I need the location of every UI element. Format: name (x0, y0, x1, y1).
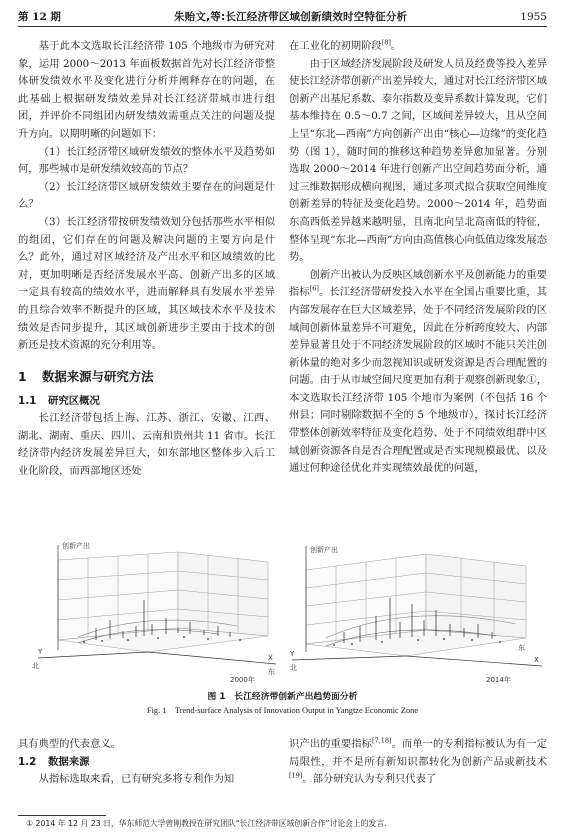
running-head (18, 8, 547, 27)
section-heading (18, 367, 275, 387)
citation-ref: [7,18] (371, 736, 392, 745)
patent-indicator-paragraph (289, 736, 547, 789)
subsection-number: 1.2 (18, 755, 37, 768)
y-axis-label: Y (290, 650, 295, 658)
subsection-number: 1.1 (18, 394, 37, 407)
trend-surface-svg-2014 (286, 540, 548, 690)
trend-surface-plot-2000 (18, 540, 280, 690)
subsection-title: 研究区概况 (48, 394, 100, 407)
research-question-1: （1）长江经济带区域研发绩效的整体水平及趋势如何，那些城市是研发绩效较高的节点？ (18, 145, 275, 176)
z-axis-label: 创新产出 (62, 542, 90, 550)
x-axis-label: X (534, 656, 539, 664)
issue-number: 第 12 期 (18, 11, 61, 23)
east-label: 东 (268, 668, 275, 676)
left-column-bottom (18, 736, 275, 789)
trend-surface-svg-2000 (18, 540, 280, 690)
section-number: 1 (18, 368, 27, 384)
plot-year-label: 2014年 (486, 676, 511, 684)
patent-text-c: 。部分研究认为专利只代表了 (302, 773, 437, 786)
right-column (289, 38, 547, 478)
figure-1 (18, 540, 547, 720)
subsection-heading (18, 754, 275, 772)
north-label: 北 (32, 662, 39, 670)
variation-paragraph: 由于区域经济发展阶段及研发人员及经费等投入差异使长江经济带创新产出差异较大，通过对长江经济带区域创新产出基尼系数、泰尔指数及变异系数计算发现，它们基本维持在 0.5～0.7 之间，区域间差异较大，且从空间上呈“东北—西南”方向创新产出由“核心—边缘”的变化趋势（图 1），随时间的推移这种趋势差异愈加显著。分别选取 2000～2014 年进行创新产出空间趋势面分析，通过三维数据形成横向视图，通过多项式拟合获取空间维度创新差异的特征及变化趋势。2000～2014 年，趋势面东高西低差异越来越明显，且南北向呈北高南低的特征，整体呈现“东北—西南”方向由高值核心向低值边缘发展态势。 (289, 57, 547, 264)
study-area-paragraph: 长江经济带包括上海、江苏、浙江、安徽、江西、湖北、湖南、重庆、四川、云南和贵州共 11 省市。长江经济带内经济发展差异巨大，如东部地区整体步入后工业化阶段，而西部地区还处 (18, 412, 275, 478)
section-title: 数据来源与研究方法 (42, 368, 154, 384)
plot-year-label: 2000年 (230, 676, 255, 684)
article-running-title: 朱贻文,等:长江经济带区域创新绩效时空特征分析 (173, 11, 408, 23)
footnote-mark: ① (26, 819, 33, 828)
right-column-bottom (289, 736, 547, 789)
trend-surface-plot-2014 (286, 540, 548, 690)
north-label: 北 (290, 664, 297, 672)
footnote (26, 818, 547, 830)
figure-caption-cn: 图 1 长江经济带创新产出趋势面分析 (207, 692, 358, 702)
continuation-text-left: 具有典型的代表意义。 (18, 738, 121, 750)
figure-caption (18, 691, 547, 717)
subsection-title: 数据来源 (48, 755, 90, 768)
intro-paragraph: 基于此本文选取长江经济带 105 个地级市为研究对象，运用 2000～2013 年面板数据首先对长江经济带整体研发绩效水平及变化进行分析并阐释存在的问题，在此基础上根据研发绩效差异对长江经济带城市进行组团，并评价不同组团内研发绩效需重点关注的问题及提升方向。以期明晰的问题如下： (18, 40, 275, 140)
innovation-output-text-a: 创新产出被认为反映区域创新水平及创新能力的重要指标 (289, 268, 547, 299)
citation-ref: [6] (309, 284, 319, 293)
innovation-output-text-b: 。长江经济带研发投入水平在全国占重要比重，其内部发展存在巨大区域差异，处于不同经济发展阶段的区域间创新体量差异不可避免，因此在分析跨度较大、内部差异显著且处于不同经济发展阶段的区域时不能只关注创新体量的绝对多少而忽视知识或研发资源是否合理配置的问题。由于从市域空间尺度更加有利于观察创新现象①，本文选取长江经济带 105 个地市为案例（不包括 16 个州县；同时剔除数据不全的 5 个地级市），探讨长江经济带整体创新效率特征及变化趋势、处于不同绩效组群中区域创新资源各自是否合理配置或是否实现规模最优、以及通过何种途径优化并实现绩效最优的问题， (289, 286, 548, 475)
citation-ref: [19] (289, 771, 303, 780)
patent-text-b: 。而单一的专利指标被认为有一定局限性，并不是所有新知识都转化为创新产品或新技术 (289, 738, 548, 768)
subsection-heading (18, 393, 275, 411)
x-axis-label: X (268, 654, 273, 662)
page-number: 1955 (520, 11, 547, 23)
z-axis-label: 创新产出 (310, 546, 338, 554)
citation-ref: [8] (381, 38, 391, 47)
left-column (18, 38, 275, 481)
footnote-text: 2014 年 12 月 23 日，华东师范大学曾刚教授在研究团队“长江经济带区域创新合作”讨论会上的发言. (35, 819, 387, 828)
figure-caption-en: Fig. 1 Trend-surface Analysis of Innovation Output in Yangtze Economic Zone (146, 706, 419, 715)
patent-text-a: 识产出的重要指标 (289, 738, 372, 750)
y-axis-label: Y (38, 648, 43, 656)
data-source-paragraph: 从指标选取来看，已有研究多将专利作为知 (38, 773, 235, 786)
research-question-3: （3）长江经济带按研发绩效划分包括那些水平相似的组团，它们存在的问题及解决问题的主要方向是什么？此外，通过对区域经济及产出水平和区域绩效的比对，更加明晰是否经济发展水平高、创新产出多的区域一定具有较高的绩效水平，进而解释具有发展水平差异的且综合效率不断提升的区域，其区域技术水平及技术绩效是否同步提升，其区域创新进步主要由于技术的创新还是技术资源的充分利用等。 (18, 215, 275, 352)
research-question-2: （2）长江经济带区域研发绩效主要存在的问题是什么？ (18, 180, 275, 211)
footnote-divider (18, 815, 106, 816)
continuation-paragraph: 在工业化的初期阶段[8]。 (289, 38, 402, 52)
east-label: 东 (518, 644, 525, 652)
continuation-text: 在工业化的初期阶段 (289, 40, 382, 52)
innovation-output-paragraph (289, 267, 547, 478)
